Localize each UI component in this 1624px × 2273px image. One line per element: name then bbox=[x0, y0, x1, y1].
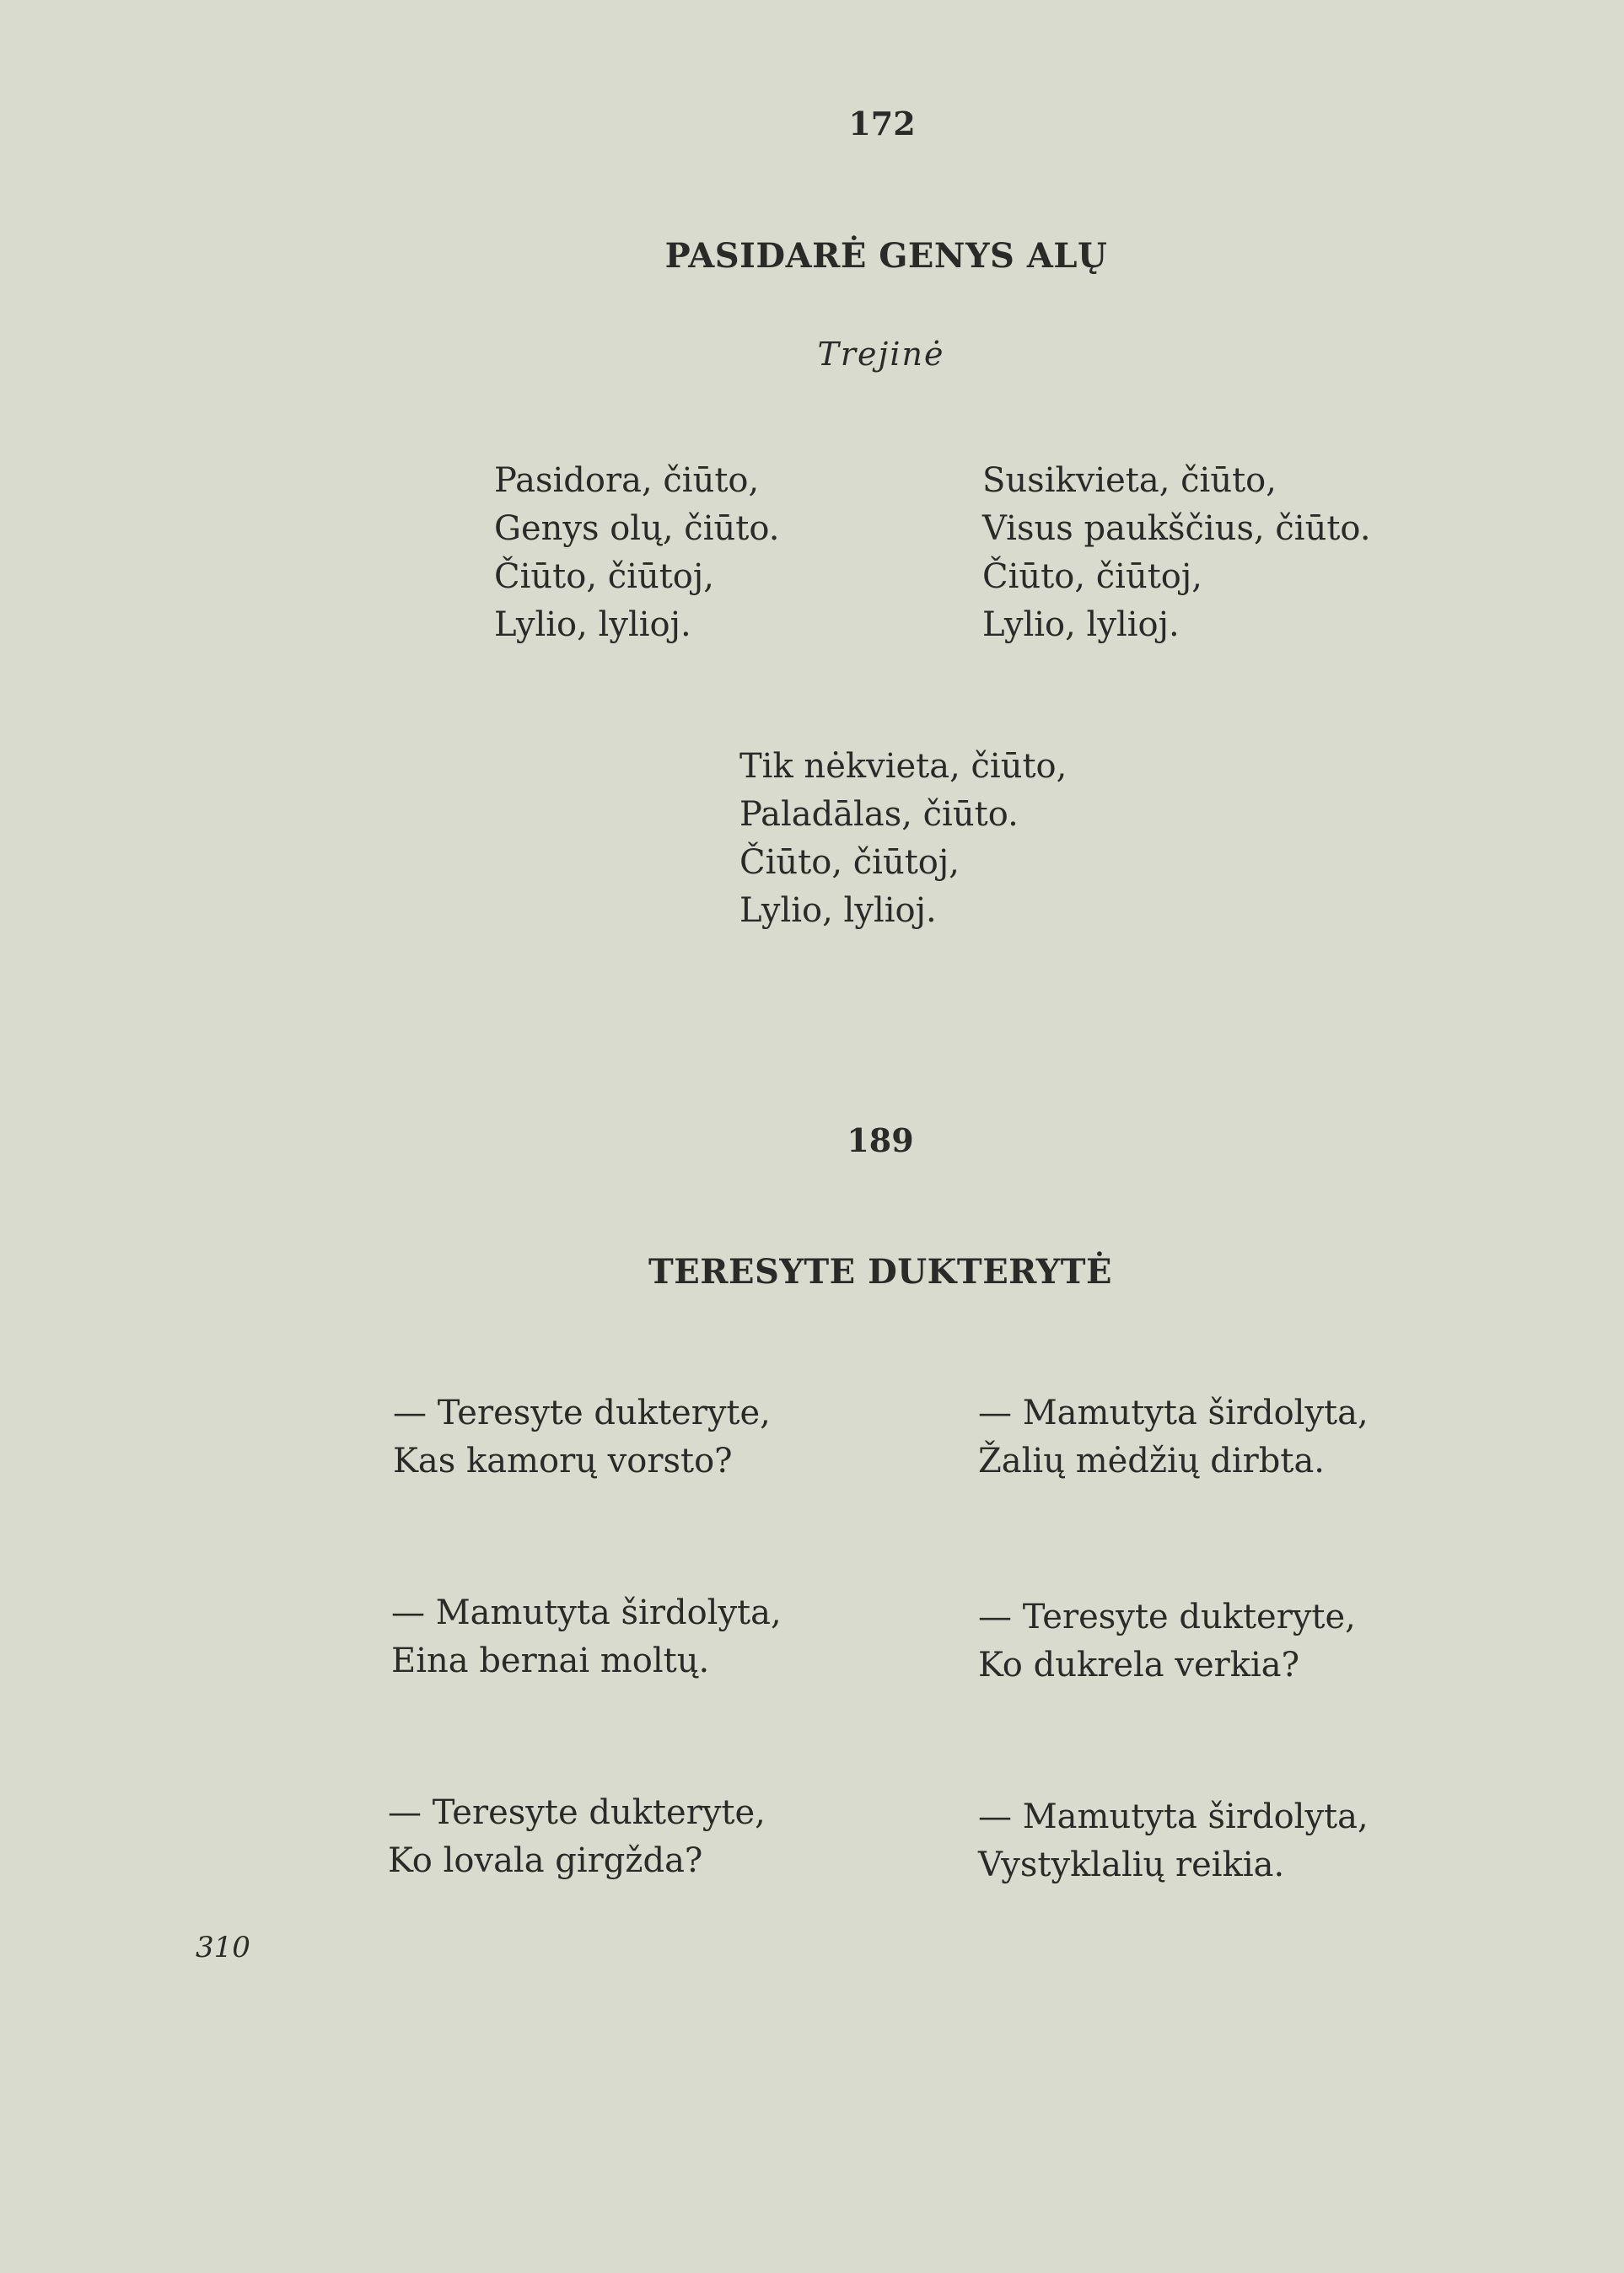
verse-line: Pasidora, čiūto, bbox=[494, 461, 760, 500]
stanza-2 bbox=[982, 457, 1371, 649]
verse-line: Lylio, lylioj. bbox=[739, 891, 937, 930]
verse-line: — Mamutyta širdolyta, bbox=[978, 1394, 1369, 1432]
song-title: PASIDARĖ GENYS ALŲ bbox=[664, 236, 1108, 276]
stanza-3 bbox=[739, 743, 1067, 935]
verse-line: Susikvieta, čiūto, bbox=[982, 461, 1277, 500]
stanza-4 bbox=[978, 1593, 1356, 1690]
stanza-6 bbox=[978, 1793, 1369, 1889]
verse-line: Ko dukrela verkia? bbox=[978, 1646, 1300, 1685]
song-number: 172 bbox=[848, 105, 916, 142]
verse-line: — Teresyte dukteryte, bbox=[388, 1793, 766, 1832]
verse-line: Žalių mėdžių dirbta. bbox=[978, 1442, 1326, 1480]
page-number: 310 bbox=[196, 1931, 250, 1964]
verse-line: — Mamutyta širdolyta, bbox=[391, 1593, 782, 1632]
verse-line: Čiūto, čiūtoj, bbox=[494, 557, 714, 596]
stanza-1 bbox=[494, 457, 779, 649]
verse-line: Lylio, lylioj. bbox=[982, 605, 1180, 644]
verse-line: Tik nėkvieta, čiūto, bbox=[739, 747, 1067, 786]
verse-line: — Mamutyta širdolyta, bbox=[978, 1797, 1369, 1836]
verse-line: Genys olų, čiūto. bbox=[494, 509, 780, 548]
verse-line: — Teresyte dukteryte, bbox=[393, 1394, 771, 1432]
verse-line: Čiūto, čiūtoj, bbox=[982, 557, 1202, 596]
song-subtitle: Trejinė bbox=[817, 336, 945, 373]
verse-line: Eina bernai moltų. bbox=[391, 1642, 710, 1680]
verse-line: Visus paukščius, čiūto. bbox=[982, 509, 1371, 548]
verse-line: Čiūto, čiūtoj, bbox=[739, 843, 960, 882]
verse-line: Ko lovala girgžda? bbox=[388, 1841, 703, 1880]
stanza-5 bbox=[388, 1789, 766, 1885]
song-title: TERESYTE DUKTERYTĖ bbox=[648, 1252, 1112, 1292]
stanza-2 bbox=[978, 1389, 1369, 1486]
stanza-3 bbox=[391, 1589, 782, 1685]
verse-line: Lylio, lylioj. bbox=[494, 605, 691, 644]
verse-line: Vystyklalių reikia. bbox=[978, 1846, 1285, 1884]
song-number: 189 bbox=[847, 1121, 914, 1159]
verse-line: — Teresyte dukteryte, bbox=[978, 1598, 1356, 1636]
stanza-1 bbox=[393, 1389, 771, 1486]
verse-line: Kas kamorų vorsto? bbox=[393, 1442, 733, 1480]
verse-line: Paladālas, čiūto. bbox=[739, 795, 1019, 834]
